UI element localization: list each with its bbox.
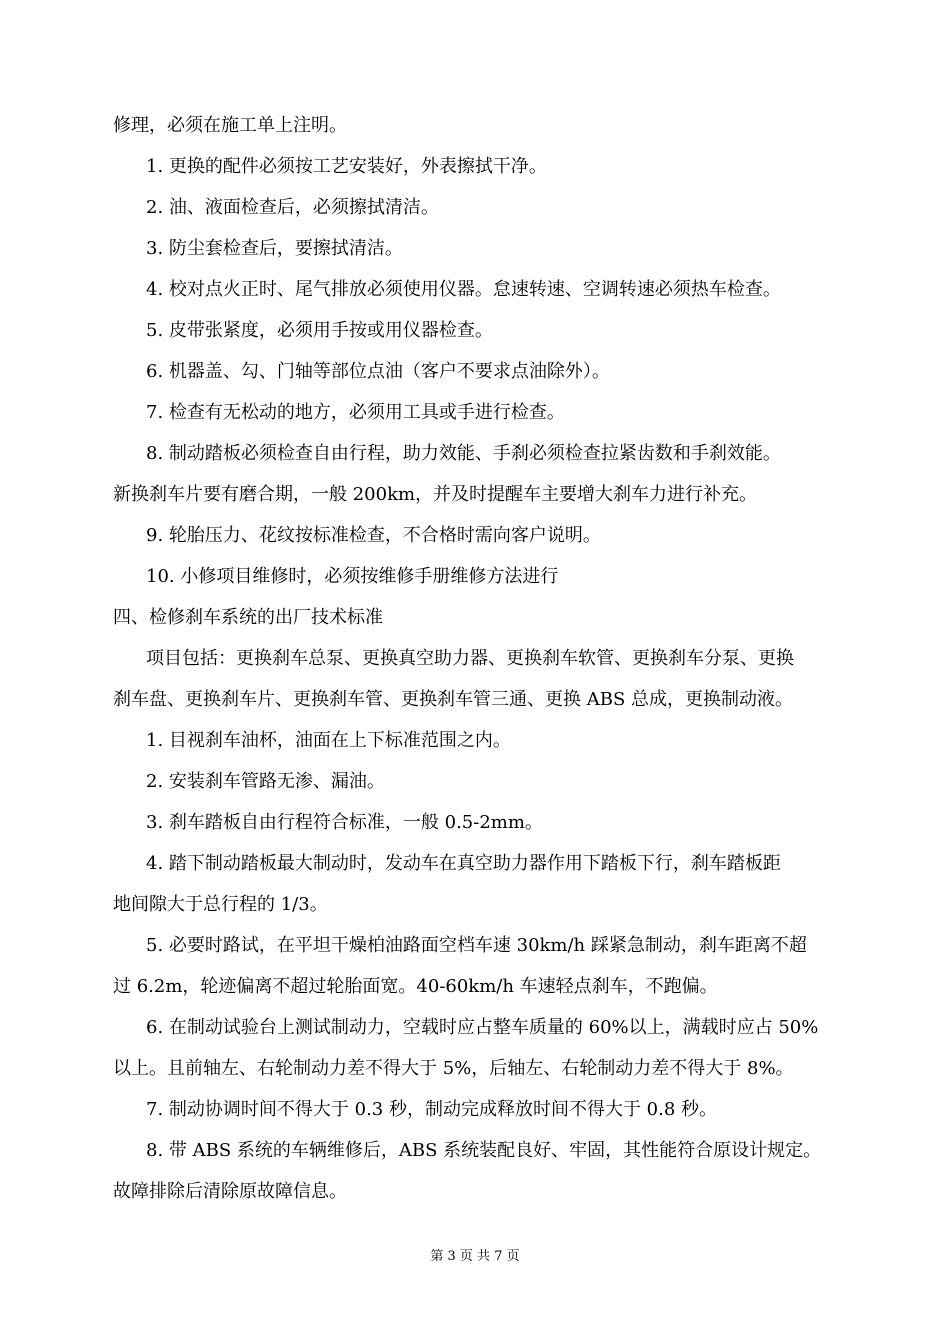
paragraph-line: 地间隙大于总行程的 1/3。 — [113, 894, 328, 915]
list-item: 5. 皮带张紧度，必须用手按或用仪器检查。 — [146, 320, 493, 341]
paragraph-line: 刹车盘、更换刹车片、更换刹车管、更换刹车管三通、更换 ABS 总成，更换制动液。 — [113, 689, 793, 710]
paragraph-line: 过 6.2m，轮迹偏离不超过轮胎面宽。40-60km/h 车速轻点刹车，不跑偏。 — [113, 976, 718, 997]
list-item: 6. 在制动试验台上测试制动力，空载时应占整车质量的 60%以上，满载时应占 50% — [146, 1017, 819, 1038]
paragraph-line: 故障排除后清除原故障信息。 — [113, 1181, 347, 1202]
section-heading: 四、检修刹车系统的出厂技术标准 — [113, 607, 383, 628]
paragraph-line: 以上。且前轴左、右轮制动力差不得大于 5%，后轴左、右轮制动力差不得大于 8%。 — [113, 1058, 794, 1079]
list-item: 7. 制动协调时间不得大于 0.3 秒，制动完成释放时间不得大于 0.8 秒。 — [146, 1099, 718, 1120]
list-item: 8. 制动踏板必须检查自由行程，助力效能、手刹必须检查拉紧齿数和手刹效能。 — [146, 443, 781, 464]
list-item: 4. 校对点火正时、尾气排放必须使用仪器。怠速转速、空调转速必须热车检查。 — [146, 279, 781, 300]
list-item: 8. 带 ABS 系统的车辆维修后，ABS 系统装配良好、牢固，其性能符合原设计规定。 — [146, 1140, 822, 1161]
list-item: 7. 检查有无松动的地方，必须用工具或手进行检查。 — [146, 402, 565, 423]
paragraph-line: 新换刹车片要有磨合期，一般 200km，并及时提醒车主要增大刹车力进行补充。 — [113, 484, 758, 505]
list-item: 1. 更换的配件必须按工艺安装好，外表擦拭干净。 — [146, 156, 547, 177]
paragraph-line: 项目包括：更换刹车总泵、更换真空助力器、更换刹车软管、更换刹车分泵、更换 — [146, 648, 794, 669]
paragraph-line: 修理，必须在施工单上注明。 — [113, 115, 347, 136]
list-item: 5. 必要时路试，在平坦干燥柏油路面空档车速 30km/h 踩紧急制动，刹车距离不超 — [146, 935, 807, 956]
list-item: 3. 防尘套检查后，要擦拭清洁。 — [146, 238, 403, 259]
list-item: 10. 小修项目维修时，必须按维修手册维修方法进行 — [146, 566, 559, 587]
list-item: 6. 机器盖、勾、门轴等部位点油（客户不要求点油除外）。 — [146, 361, 610, 382]
list-item: 4. 踏下制动踏板最大制动时，发动车在真空助力器作用下踏板下行，刹车踏板距 — [146, 853, 781, 874]
list-item: 2. 油、液面检查后，必须擦拭清洁。 — [146, 197, 439, 218]
page-footer: 第 3 页 共 7 页 — [430, 1249, 520, 1264]
list-item: 9. 轮胎压力、花纹按标准检查，不合格时需向客户说明。 — [146, 525, 601, 546]
list-item: 3. 刹车踏板自由行程符合标准，一般 0.5-2mm。 — [146, 812, 543, 833]
list-item: 1. 目视刹车油杯，油面在上下标准范围之内。 — [146, 730, 511, 751]
list-item: 2. 安装刹车管路无渗、漏油。 — [146, 771, 385, 792]
